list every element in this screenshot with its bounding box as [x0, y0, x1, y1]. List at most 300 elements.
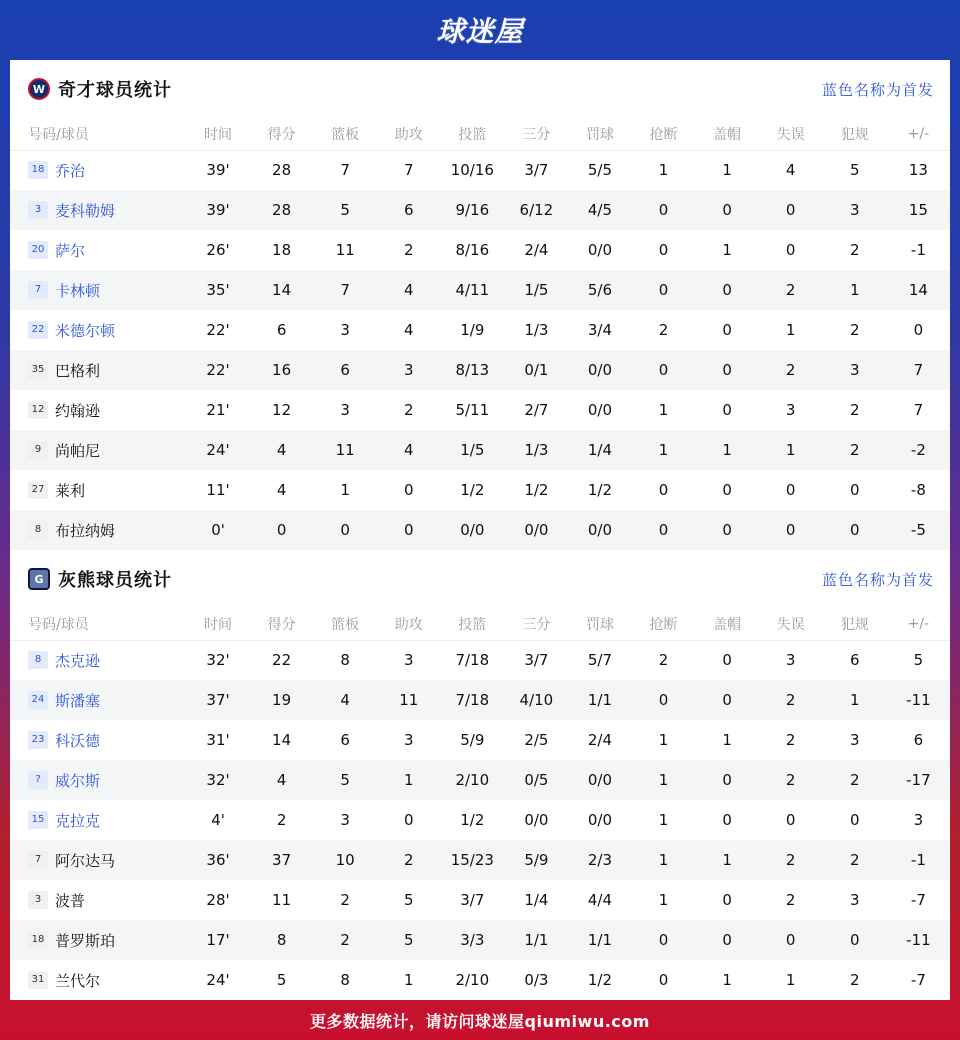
stat-cell: 2 — [785, 731, 796, 749]
stat-cell: 0 — [785, 811, 796, 829]
stat-cell: 2/10 — [440, 760, 504, 800]
stat-cell: 24' — [206, 971, 230, 989]
stat-cell: 2 — [658, 651, 669, 670]
stat-cell: 3 — [340, 321, 350, 339]
stat-cell: 0 — [403, 811, 414, 829]
stat-cell: 0 — [696, 920, 759, 960]
stat-cell: 11' — [206, 481, 230, 499]
stat-cell: 2/10 — [455, 971, 490, 989]
stat-cell: 7 — [313, 270, 377, 310]
table-row[interactable] — [10, 720, 950, 760]
stat-cell: 4 — [276, 481, 287, 499]
stat-cell: 0 — [631, 270, 695, 310]
stat-cell: 0 — [759, 510, 823, 550]
stat-cell: 1/1 — [568, 920, 631, 960]
column-header-player: 号码/球员 — [10, 118, 186, 150]
column-header: 罚球 — [568, 608, 631, 640]
stat-cell: 0/0 — [440, 510, 504, 550]
jersey-number: 35 — [28, 361, 48, 379]
stat-cell: 0 — [823, 920, 887, 960]
stat-cell: 4 — [313, 680, 377, 720]
stat-cell: 2 — [276, 811, 287, 829]
jersey-number: 22 — [28, 321, 48, 339]
column-header: 时间 — [186, 118, 250, 150]
table-header-row — [10, 608, 950, 640]
stat-cell: 3/7 — [460, 891, 485, 909]
stat-cell: 5 — [849, 161, 860, 180]
player-cell — [10, 840, 186, 880]
stat-cell: 3 — [377, 350, 440, 390]
stat-cell: 0' — [186, 510, 250, 550]
stat-cell: 0 — [722, 401, 732, 419]
player-rows — [10, 150, 950, 550]
table-row[interactable] — [10, 430, 950, 470]
table-row[interactable] — [10, 190, 950, 230]
player-name[interactable]: 麦科勒姆 — [55, 201, 116, 220]
stat-cell: 12 — [272, 401, 292, 419]
stat-cell: 6 — [313, 350, 377, 390]
stat-cell: 3/7 — [524, 651, 549, 670]
stat-cell: 0 — [658, 241, 669, 259]
stat-cell: 1 — [658, 401, 669, 419]
stat-cell: 3 — [849, 731, 860, 749]
stat-cell: 5 — [313, 760, 377, 800]
player-cell — [10, 230, 186, 270]
stat-cell: 1 — [658, 161, 669, 180]
player-cell — [10, 310, 186, 350]
stat-cell: 1 — [377, 760, 440, 800]
table-row[interactable] — [10, 760, 950, 800]
stat-cell: 37' — [186, 680, 250, 720]
stat-cell: 0 — [696, 190, 759, 230]
player-name[interactable]: 巴格利 — [55, 361, 101, 380]
column-header: 犯规 — [823, 118, 887, 150]
stat-cell: 2 — [340, 891, 350, 909]
stat-cell: 0 — [913, 321, 924, 339]
stat-cell: 5/5 — [587, 161, 613, 180]
stat-cell: 10/16 — [450, 161, 494, 180]
column-header: 抢断 — [631, 118, 695, 150]
stat-cell: 2 — [849, 321, 860, 339]
table-row[interactable] — [10, 880, 950, 920]
player-cell — [10, 720, 186, 760]
table-row[interactable] — [10, 640, 950, 680]
stat-cell: 0 — [403, 481, 414, 499]
team-section-wizards — [10, 60, 950, 550]
stat-cell: 5 — [403, 891, 414, 909]
stat-cell: 0 — [823, 510, 887, 550]
player-cell — [10, 430, 186, 470]
stat-cell: 39' — [206, 161, 230, 180]
stat-cell: 3 — [823, 190, 887, 230]
stat-cell: 5/11 — [455, 401, 490, 419]
column-header: 篮板 — [313, 608, 377, 640]
stat-cell: 0 — [849, 811, 860, 829]
stat-cell: 7 — [340, 161, 350, 180]
table-row[interactable] — [10, 310, 950, 350]
stat-cell: 1 — [658, 811, 669, 829]
stat-cell: 0 — [631, 510, 695, 550]
stat-cell: 3/7 — [524, 161, 549, 180]
stat-cell: 2/7 — [524, 401, 549, 419]
player-name[interactable]: 约翰逊 — [55, 401, 101, 420]
stat-cell: 14 — [250, 270, 313, 310]
player-cell — [10, 390, 186, 430]
player-rows — [10, 640, 950, 1000]
stat-cell: 1 — [722, 731, 732, 749]
stat-cell: -7 — [910, 891, 926, 909]
stat-cell: 0 — [722, 651, 732, 670]
stat-cell: 2 — [403, 241, 414, 259]
stat-cell: 7/18 — [440, 680, 504, 720]
stat-cell: 5/9 — [504, 840, 568, 880]
stat-cell: 13 — [908, 161, 928, 180]
player-cell — [10, 350, 186, 390]
player-cell — [10, 470, 186, 510]
stat-cell: 3 — [785, 651, 796, 670]
table-row[interactable] — [10, 960, 950, 1000]
stat-cell: 1/2 — [524, 481, 549, 499]
stat-cell: 11 — [377, 680, 440, 720]
stat-cell: 2 — [849, 401, 860, 419]
footer-text[interactable]: 更多数据统计，请访问球迷屋qiumiwu.com — [310, 1011, 650, 1031]
stat-cell: 2 — [377, 840, 440, 880]
player-name[interactable]: 尚帕尼 — [55, 441, 101, 460]
stat-cell: 4 — [250, 430, 313, 470]
table-row[interactable] — [10, 680, 950, 720]
column-header: 罚球 — [568, 118, 631, 150]
stat-cell: 1/5 — [504, 270, 568, 310]
column-header: 三分 — [504, 118, 568, 150]
column-header: 失误 — [759, 118, 823, 150]
player-cell — [10, 800, 186, 840]
stat-cell: 0/0 — [568, 510, 631, 550]
table-row[interactable] — [10, 270, 950, 310]
stat-cell: 0/5 — [504, 760, 568, 800]
stat-cell: 36' — [186, 840, 250, 880]
column-header: 失误 — [759, 608, 823, 640]
top-banner — [0, 0, 960, 60]
section-header — [10, 60, 950, 118]
table-row[interactable] — [10, 350, 950, 390]
stat-cell: 7 — [403, 161, 414, 180]
stat-cell: 22 — [272, 651, 292, 670]
stat-cell: -1 — [910, 241, 926, 259]
stat-cell: 32' — [186, 760, 250, 800]
stat-cell: 5 — [377, 920, 440, 960]
stat-cell: 3 — [340, 811, 350, 829]
stat-cell: 15 — [887, 190, 950, 230]
stat-cell: 3 — [340, 401, 350, 419]
player-cell — [10, 640, 186, 680]
player-cell — [10, 760, 186, 800]
column-header: 抢断 — [631, 608, 695, 640]
stat-cell: 2/4 — [524, 241, 549, 259]
player-name[interactable]: 兰代尔 — [55, 971, 101, 990]
stat-cell: 1/4 — [568, 430, 631, 470]
stat-cell: 5/7 — [587, 651, 613, 670]
stat-cell: -17 — [887, 760, 950, 800]
stat-cell: 0 — [377, 510, 440, 550]
stat-cell: 1/2 — [587, 481, 613, 499]
stat-cell: 0/0 — [524, 811, 549, 829]
table-row[interactable] — [10, 510, 950, 550]
player-name[interactable]: 布拉纳姆 — [55, 521, 116, 540]
stat-cell: 1/2 — [587, 971, 613, 989]
starter-note: 蓝色名称为首发 — [821, 570, 934, 589]
stat-cell: 11 — [272, 891, 292, 909]
player-cell — [10, 270, 186, 310]
stat-cell: 6 — [340, 731, 350, 749]
stat-cell: 2/4 — [587, 731, 613, 749]
stat-cell: 1 — [631, 430, 695, 470]
jersey-number: 31 — [28, 971, 48, 989]
stat-cell: 19 — [250, 680, 313, 720]
stat-cell: 28 — [250, 190, 313, 230]
player-name[interactable]: 波普 — [55, 891, 86, 910]
jersey-number: 24 — [28, 691, 48, 709]
stat-cell: 11 — [313, 430, 377, 470]
table-row[interactable] — [10, 470, 950, 510]
column-header: +/- — [887, 608, 950, 640]
stat-cell: 1 — [759, 430, 823, 470]
stat-cell: 0 — [313, 510, 377, 550]
player-cell — [10, 680, 186, 720]
stat-cell: 22' — [186, 350, 250, 390]
stat-cell: 4/4 — [587, 891, 613, 909]
stat-cell: 32' — [206, 651, 230, 670]
column-header: 投篮 — [440, 118, 504, 150]
player-name[interactable]: 乔治 — [55, 161, 86, 180]
jersey-number: 15 — [28, 811, 48, 829]
stat-cell: 0 — [696, 350, 759, 390]
stat-cell: 2 — [823, 760, 887, 800]
stat-cell: 2 — [759, 270, 823, 310]
stat-cell: 4 — [250, 760, 313, 800]
player-cell — [10, 510, 186, 550]
player-name[interactable]: 米德尔顿 — [55, 321, 116, 340]
stat-cell: 6 — [377, 190, 440, 230]
stat-cell: 6/12 — [504, 190, 568, 230]
stat-cell: 2 — [849, 241, 860, 259]
stat-cell: 1/1 — [504, 920, 568, 960]
stat-cell: 0 — [631, 920, 695, 960]
stat-cell: 3 — [913, 811, 924, 829]
stat-cell: 1 — [696, 840, 759, 880]
stat-cell: 0 — [250, 510, 313, 550]
jersey-number: 7 — [28, 851, 48, 869]
stat-cell: 2 — [785, 891, 796, 909]
stats-panel — [10, 60, 950, 1000]
stat-cell: 8/16 — [455, 241, 490, 259]
stat-cell: 0 — [759, 190, 823, 230]
stat-cell: 14 — [887, 270, 950, 310]
player-cell — [10, 880, 186, 920]
column-header: 助攻 — [377, 608, 440, 640]
stat-cell: 1 — [823, 270, 887, 310]
stat-cell: -11 — [887, 680, 950, 720]
stat-cell: 0 — [631, 190, 695, 230]
stat-cell: 1 — [722, 161, 732, 180]
stat-cell: 2 — [759, 760, 823, 800]
jersey-number: 8 — [28, 651, 48, 669]
player-name[interactable]: 威尔斯 — [55, 771, 101, 790]
jersey-number: 9 — [28, 441, 48, 459]
stat-cell: 8 — [340, 651, 350, 670]
player-name[interactable]: 斯潘塞 — [55, 691, 101, 710]
column-header: 盖帽 — [696, 608, 759, 640]
stat-cell: -11 — [887, 920, 950, 960]
stat-cell: 35' — [186, 270, 250, 310]
stat-cell: 1 — [403, 971, 414, 989]
stats-table — [10, 608, 950, 1000]
stat-cell: 8 — [250, 920, 313, 960]
stat-cell: 1 — [785, 321, 796, 339]
stat-cell: 0/0 — [587, 241, 613, 259]
table-row[interactable] — [10, 920, 950, 960]
stat-cell: 3 — [823, 350, 887, 390]
stat-cell: 7 — [887, 350, 950, 390]
stat-cell: 0 — [696, 510, 759, 550]
jersey-number: 18 — [28, 161, 48, 179]
stat-cell: 17' — [186, 920, 250, 960]
stat-cell: 1 — [340, 481, 350, 499]
stat-cell: 0 — [759, 920, 823, 960]
stat-cell: 21' — [206, 401, 230, 419]
stat-cell: 1 — [722, 971, 732, 989]
stat-cell: 0/0 — [587, 401, 613, 419]
stat-cell: 0 — [785, 241, 796, 259]
stat-cell: 1/2 — [460, 811, 485, 829]
stat-cell: 0 — [696, 680, 759, 720]
player-name[interactable]: 杰克逊 — [55, 651, 101, 670]
player-name[interactable]: 卡林顿 — [55, 281, 101, 300]
stat-cell: 18 — [272, 241, 292, 259]
stat-cell: 1/9 — [460, 321, 485, 339]
stat-cell: 1 — [658, 731, 669, 749]
jersey-number: 8 — [28, 521, 48, 539]
table-row[interactable] — [10, 230, 950, 270]
stat-cell: -8 — [910, 481, 926, 499]
stat-cell: 1 — [722, 241, 732, 259]
stat-cell: 5/6 — [568, 270, 631, 310]
stat-cell: 1 — [631, 840, 695, 880]
stat-cell: 10 — [313, 840, 377, 880]
stat-cell: 0 — [696, 270, 759, 310]
player-name[interactable]: 莱利 — [55, 481, 86, 500]
stat-cell: 4/5 — [568, 190, 631, 230]
stat-cell: 5 — [913, 651, 924, 670]
stat-cell: 37 — [250, 840, 313, 880]
stat-cell: 1/3 — [504, 430, 568, 470]
column-header: +/- — [887, 118, 950, 150]
stat-cell: 2/3 — [568, 840, 631, 880]
stat-cell: 4 — [377, 430, 440, 470]
player-cell — [10, 920, 186, 960]
stat-cell: 3 — [849, 891, 860, 909]
stat-cell: 16 — [250, 350, 313, 390]
jersey-number: 7 — [28, 281, 48, 299]
stat-cell: 2 — [759, 350, 823, 390]
stat-cell: 4/11 — [440, 270, 504, 310]
jersey-number: 23 — [28, 731, 48, 749]
stat-cell: 0 — [722, 891, 732, 909]
column-header: 时间 — [186, 608, 250, 640]
stat-cell: 26' — [206, 241, 230, 259]
stat-cell: 3 — [785, 401, 796, 419]
stat-cell: 1/3 — [524, 321, 549, 339]
footer-banner — [0, 1000, 960, 1040]
stat-cell: 24' — [186, 430, 250, 470]
column-header-player: 号码/球员 — [10, 608, 186, 640]
player-name[interactable]: 萨尔 — [55, 241, 86, 260]
table-row[interactable] — [10, 840, 950, 880]
stat-cell: 15/23 — [440, 840, 504, 880]
stat-cell: 1 — [823, 680, 887, 720]
stat-cell: 8 — [340, 971, 350, 989]
stat-cell: 2 — [658, 321, 669, 339]
player-cell — [10, 190, 186, 230]
stat-cell: 0/0 — [568, 760, 631, 800]
stat-cell: 5/9 — [460, 731, 485, 749]
stat-cell: -5 — [887, 510, 950, 550]
stat-cell: 1 — [658, 891, 669, 909]
stat-cell: 4 — [403, 321, 414, 339]
table-header-row — [10, 118, 950, 150]
player-cell — [10, 960, 186, 1000]
stat-cell: 4/10 — [504, 680, 568, 720]
jersey-number: 3 — [28, 891, 48, 909]
stat-cell: 22' — [206, 321, 230, 339]
column-header: 助攻 — [377, 118, 440, 150]
table-row[interactable] — [10, 800, 950, 840]
stat-cell: 5 — [276, 971, 287, 989]
stat-cell: 2 — [759, 840, 823, 880]
stat-cell: 7 — [913, 401, 924, 419]
stat-cell: -7 — [910, 971, 926, 989]
stat-cell: 5 — [313, 190, 377, 230]
stat-cell: 0 — [658, 971, 669, 989]
stats-table — [10, 118, 950, 550]
stat-cell: 2 — [849, 971, 860, 989]
player-name[interactable]: 科沃德 — [55, 731, 101, 750]
stat-cell: 2 — [759, 680, 823, 720]
column-header: 投篮 — [440, 608, 504, 640]
stat-cell: 1 — [631, 760, 695, 800]
player-name[interactable]: 克拉克 — [55, 811, 101, 830]
stat-cell: 0/0 — [587, 811, 613, 829]
stat-cell: 0 — [631, 350, 695, 390]
section-title: 灰熊球员统计 — [58, 570, 172, 591]
stat-cell: 0/0 — [504, 510, 568, 550]
stat-cell: 31' — [206, 731, 230, 749]
stat-cell: 2 — [313, 920, 377, 960]
stat-cell: 0/1 — [504, 350, 568, 390]
stat-cell: 0 — [696, 760, 759, 800]
stat-cell: 3/4 — [587, 321, 613, 339]
player-name[interactable]: 阿尔达马 — [55, 851, 116, 870]
jersey-number: 27 — [28, 481, 48, 499]
section-header — [10, 550, 950, 608]
stat-cell: 1/4 — [524, 891, 549, 909]
table-row[interactable] — [10, 150, 950, 190]
stat-cell: 1 — [785, 971, 796, 989]
stat-cell: 0 — [785, 481, 796, 499]
player-name[interactable]: 普罗斯珀 — [55, 931, 116, 950]
stat-cell: 8/13 — [440, 350, 504, 390]
stat-cell: 2 — [823, 840, 887, 880]
table-row[interactable] — [10, 390, 950, 430]
